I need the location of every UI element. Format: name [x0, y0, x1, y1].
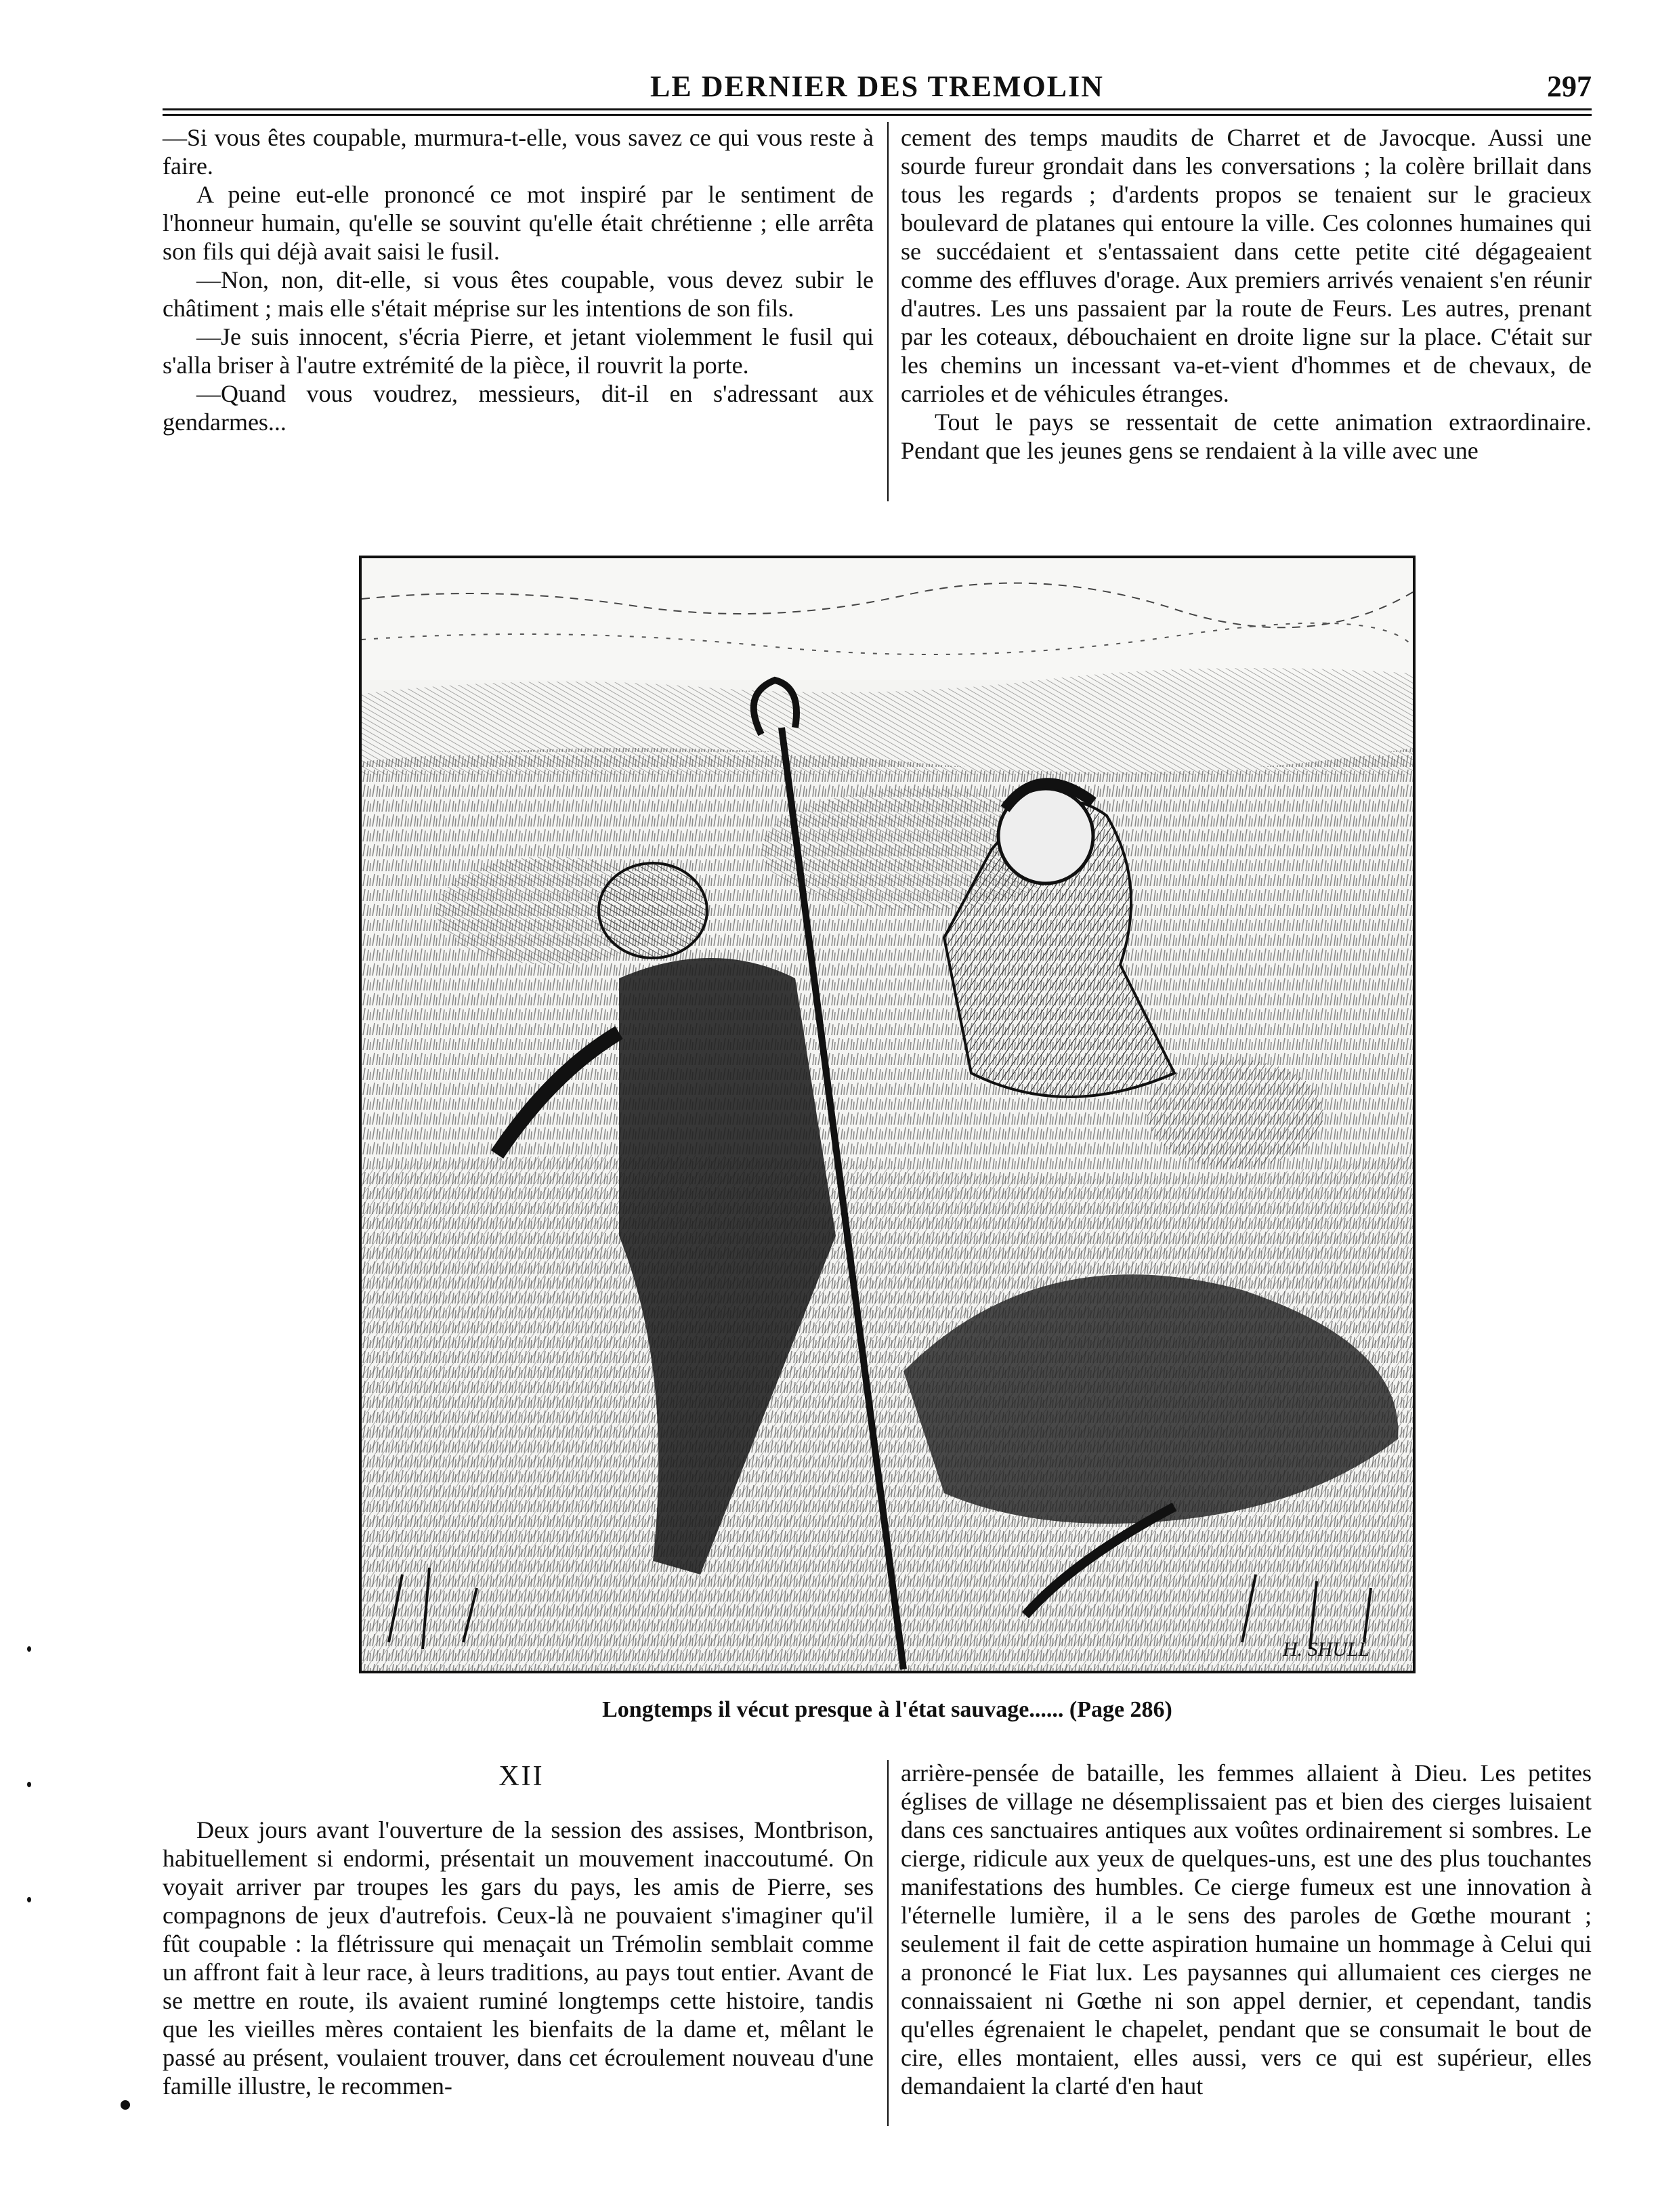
- running-head: [163, 66, 1592, 107]
- chapter-number: XII: [498, 1761, 545, 1792]
- paragraph: arrière-pensée de bataille, les femmes allaient à Dieu. Les petites églises de village ne désemplissaient pas et bien des cierges luisaient dans ces sanctuaires antiques aux voûtes ordinairement si sombres. Le cierge, ridicule aux yeux de quelques-uns, est une des plus touchantes manifestations des humbles. Ce cierge fumeux est une innovation à l'éternelle lumière, il a le sens des paroles de Gœthe mourant ; seulement il fait de cette aspiration humaine un hommage à Celui qui a prononcé le Fiat lux. Les paysannes qui allumaient ces cierges ne connaissaient ni Gœthe ni son appel dernier, et cependant, tandis qu'elles égrenaient le chapelet, pendant que se consumait le bout de cire, elles montaient, elles aussi, vers ce qui est supérieur, elles demandaient la clarté d'en haut: [901, 1759, 1592, 2100]
- bottom-left-column: [163, 1816, 874, 2100]
- paragraph: —Quand vous voudrez, messieurs, dit-il en s'adressant aux gendarmes...: [163, 380, 874, 436]
- paragraph: —Non, non, dit-elle, si vous êtes coupable, vous devez subir le châtiment ; mais elle s'était méprise sur les intentions de son fils.: [163, 266, 874, 322]
- engraving-illustration: [359, 556, 1416, 1673]
- paragraph: Tout le pays se ressentait de cette animation extraordinaire. Pendant que les jeunes gens se rendaient à la ville avec une: [901, 409, 1592, 464]
- paragraph: —Si vous êtes coupable, murmura-t-elle, vous savez ce qui vous reste à faire.: [163, 124, 874, 180]
- paragraph: —Je suis innocent, s'écria Pierre, et jetant violemment le fusil qui s'alla briser à l'autre extrémité de la pièce, il rouvrit la porte.: [163, 323, 874, 379]
- header-rule: [163, 114, 1592, 116]
- artist-signature: H. SHULL: [1283, 1638, 1370, 1661]
- ink-speck: [121, 2100, 130, 2110]
- paragraph: A peine eut-elle prononcé ce mot inspiré par le sentiment de l'honneur humain, qu'elle se souvint qu'elle était chrétienne ; elle arrêta son fils qui déjà avait saisi le fusil.: [163, 181, 874, 265]
- ink-speck: [27, 1782, 31, 1787]
- illustration-drawing: [362, 558, 1413, 1671]
- illustration-caption: Longtemps il vécut presque à l'état sauvage...... (Page 286): [602, 1697, 1172, 1722]
- top-left-column: [163, 123, 874, 436]
- running-title: LE DERNIER DES TREMOLIN: [650, 70, 1104, 103]
- top-right-column: [901, 123, 1592, 465]
- column-divider: [887, 122, 889, 501]
- ink-speck: [27, 1646, 31, 1652]
- paragraph: Deux jours avant l'ouverture de la session des assises, Montbrison, habituellement si endormi, présentait un mouvement inaccoutumé. On voyait arriver par troupes les gars du pays, les amis de Pierre, ses compagnons de jeux d'autrefois. Ceux-là ne pouvaient s'imaginer qu'il fût coupable : la flétrissure qui menaçait un Trémolin semblait comme un affront fait à leur race, à leurs traditions, au pays tout entier. Avant de se mettre en route, ils avaient ruminé longtemps cette histoire, tandis que les vieilles mères contaient les bienfaits de la dame et, mêlant le passé au présent, voulaient trouver, dans cet écroulement nouveau d'une famille illustre, le recommen-: [163, 1816, 874, 2100]
- paragraph: cement des temps maudits de Charret et de Javocque. Aussi une sourde fureur grondait dans les conversations ; la colère brillait dans tous les regards ; d'ardents propos se tenaient sur le gracieux boulevard de platanes qui entoure la ville. Ces colonnes humaines qui se succédaient et s'entassaient dans cette petite cité dégageaient comme des effluves d'orage. Aux premiers arrivés venaient s'en réunir d'autres. Les uns passaient par la route de Feurs. Les autres, prenant par les coteaux, débouchaient en droite ligne sur la place. C'était sur les chemins un incessant va-et-vient d'hommes et de chevaux, de carrioles et de véhicules étranges.: [901, 124, 1592, 407]
- page-number: 297: [1547, 70, 1592, 103]
- column-divider: [887, 1760, 889, 2126]
- ink-speck: [27, 1897, 31, 1902]
- header-rule: [163, 108, 1592, 110]
- bottom-right-column: [901, 1759, 1592, 2100]
